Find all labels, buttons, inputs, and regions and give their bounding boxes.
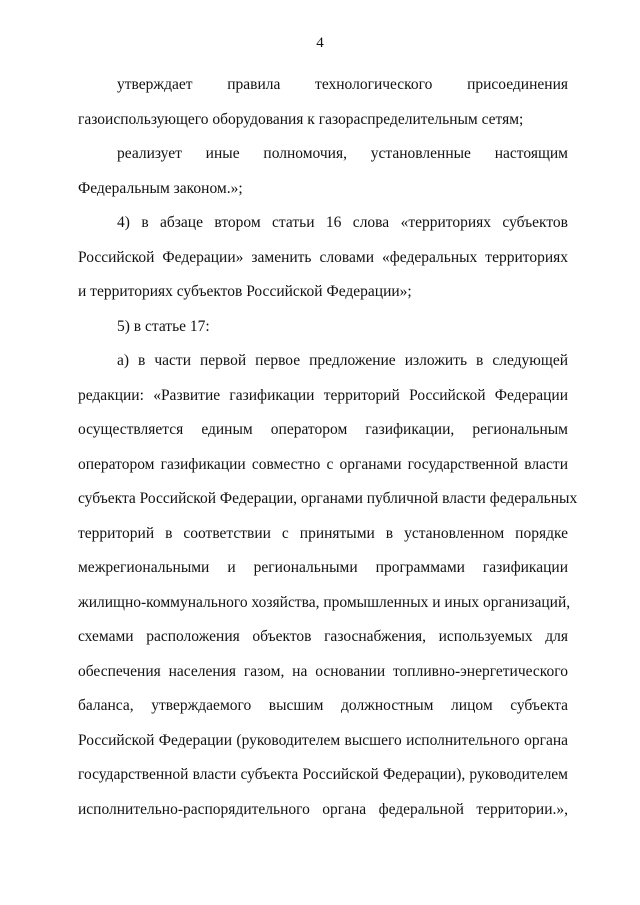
text-line: схемами расположения объектов газоснабжения, используемых для: [78, 628, 568, 645]
text-line: редакции: «Развитие газификации территорий Российской Федерации: [78, 386, 568, 404]
text-line: и территориях субъектов Российской Федерации»;: [78, 283, 412, 300]
text-line: 5) в статье 17:: [117, 317, 210, 335]
text-line: баланса, утверждаемого высшим должностным лицом субъекта: [78, 697, 568, 714]
text-line: а) в части первой первое предложение изложить в следующей: [117, 352, 568, 369]
text-line: оператором газификации совместно с органами государственной власти: [78, 455, 568, 473]
text-line: жилищно-коммунального хозяйства, промышленных и иных организаций,: [78, 593, 571, 611]
text-line: государственной власти субъекта Российской Федерации), руководителем: [78, 766, 568, 783]
text-line: 4) в абзаце втором статьи 16 слова «территориях субъектов: [117, 214, 568, 231]
document-body: [78, 72, 578, 831]
text-line: обеспечения населения газом, на основании топливно-энергетического: [78, 662, 568, 680]
text-line: Российской Федерации (руководителем высшего исполнительного органа: [78, 731, 568, 749]
text-line: осуществляется единым оператором газификации, региональным: [78, 421, 568, 438]
text-line: исполнительно-распорядительного органа федеральной территории.»,: [78, 800, 568, 818]
text-line: утверждает правила технологического присоединения: [117, 76, 568, 93]
text-line: субъекта Российской Федерации, органами публичной власти федеральных: [78, 490, 578, 507]
text-line: газоиспользующего оборудования к газораспределительным сетям;: [78, 110, 524, 128]
page-number: 4: [316, 35, 324, 51]
text-line: межрегиональными и региональными программами газификации: [78, 559, 568, 576]
text-line: Федеральным законом.»;: [78, 179, 243, 197]
text-line: территорий в соответствии с принятыми в установленном порядке: [78, 524, 568, 542]
text-line: Российской Федерации» заменить словами «федеральных территориях: [78, 248, 568, 266]
text-line: реализует иные полномочия, установленные настоящим: [117, 145, 568, 162]
